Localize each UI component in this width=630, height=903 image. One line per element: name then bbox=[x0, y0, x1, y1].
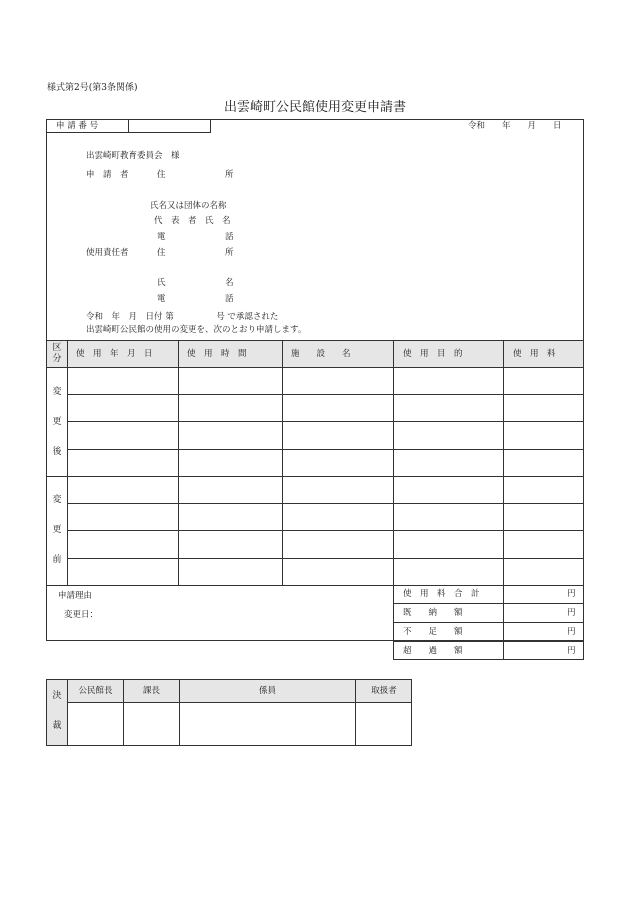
applicant-address-label: 住 所 bbox=[157, 170, 234, 180]
approval-col-handler: 取扱者 bbox=[371, 686, 397, 696]
fee-paid-unit: 円 bbox=[567, 608, 576, 618]
fee-shortage-label: 不 足 額 bbox=[403, 627, 463, 637]
approval-col-section-chief: 課長 bbox=[142, 686, 160, 696]
date-label: 令和 年 月 日 bbox=[468, 121, 562, 131]
header-usage-purpose: 使 用 目 的 bbox=[403, 349, 463, 359]
fee-excess-label: 超 過 額 bbox=[403, 646, 463, 656]
section-before-char-1: 変 bbox=[52, 495, 62, 505]
applicant-phone-label: 電 話 bbox=[157, 232, 234, 242]
section-after-char-1: 変 bbox=[52, 387, 62, 397]
fee-excess-unit: 円 bbox=[567, 646, 576, 656]
applicant-org-name-label: 氏名又は団体の名称 bbox=[150, 201, 227, 211]
header-category-bottom: 分 bbox=[52, 354, 62, 364]
approval-line: 令和 年 月 日付 第 号 で承認された bbox=[86, 312, 279, 322]
fee-total-label: 使 用 料 合 計 bbox=[403, 589, 480, 599]
approval-side-char-2: 裁 bbox=[52, 721, 62, 731]
change-date-label: 変更日： bbox=[64, 610, 99, 620]
manager-address-label: 住 所 bbox=[157, 248, 234, 258]
form-number: 様式第2号(第3条関係) bbox=[47, 83, 138, 93]
manager-name-label: 氏 名 bbox=[157, 278, 234, 288]
request-line: 出雲崎町公民館の使用の変更を、次のとおり申請します。 bbox=[86, 325, 307, 335]
section-after-char-3: 後 bbox=[52, 447, 62, 457]
section-after-char-2: 更 bbox=[52, 417, 62, 427]
applicant-representative-label: 代 表 者 氏 名 bbox=[154, 216, 231, 226]
approval-side-char-1: 決 bbox=[52, 691, 62, 701]
approval-side-bg bbox=[47, 680, 67, 745]
fee-shortage-unit: 円 bbox=[567, 627, 576, 637]
approval-col-director: 公民館長 bbox=[78, 686, 113, 696]
approval-col-staff: 係員 bbox=[258, 686, 276, 696]
application-number-field[interactable] bbox=[129, 120, 210, 132]
addressee: 出雲崎町教育委員会 様 bbox=[86, 151, 180, 161]
manager-role-label: 使用責任者 bbox=[86, 248, 129, 258]
reason-label: 申請理由 bbox=[58, 591, 93, 601]
page-title: 出雲崎町公民館使用変更申請書 bbox=[223, 100, 406, 115]
application-number-label: 申 請 番 号 bbox=[56, 121, 99, 131]
header-facility-name: 施 設 名 bbox=[291, 349, 351, 359]
fee-total-unit: 円 bbox=[567, 589, 576, 599]
reason-field[interactable] bbox=[47, 600, 392, 640]
header-category-top: 区 bbox=[52, 343, 62, 353]
manager-phone-label: 電 話 bbox=[157, 294, 234, 304]
section-before-char-2: 更 bbox=[52, 525, 62, 535]
header-usage-time: 使 用 時 間 bbox=[187, 349, 247, 359]
section-before-char-3: 前 bbox=[52, 555, 62, 565]
header-usage-fee: 使 用 料 bbox=[513, 349, 556, 359]
applicant-role-label: 申 請 者 bbox=[86, 170, 129, 180]
header-usage-date: 使 用 年 月 日 bbox=[76, 349, 153, 359]
fee-paid-label: 既 納 額 bbox=[403, 608, 463, 618]
